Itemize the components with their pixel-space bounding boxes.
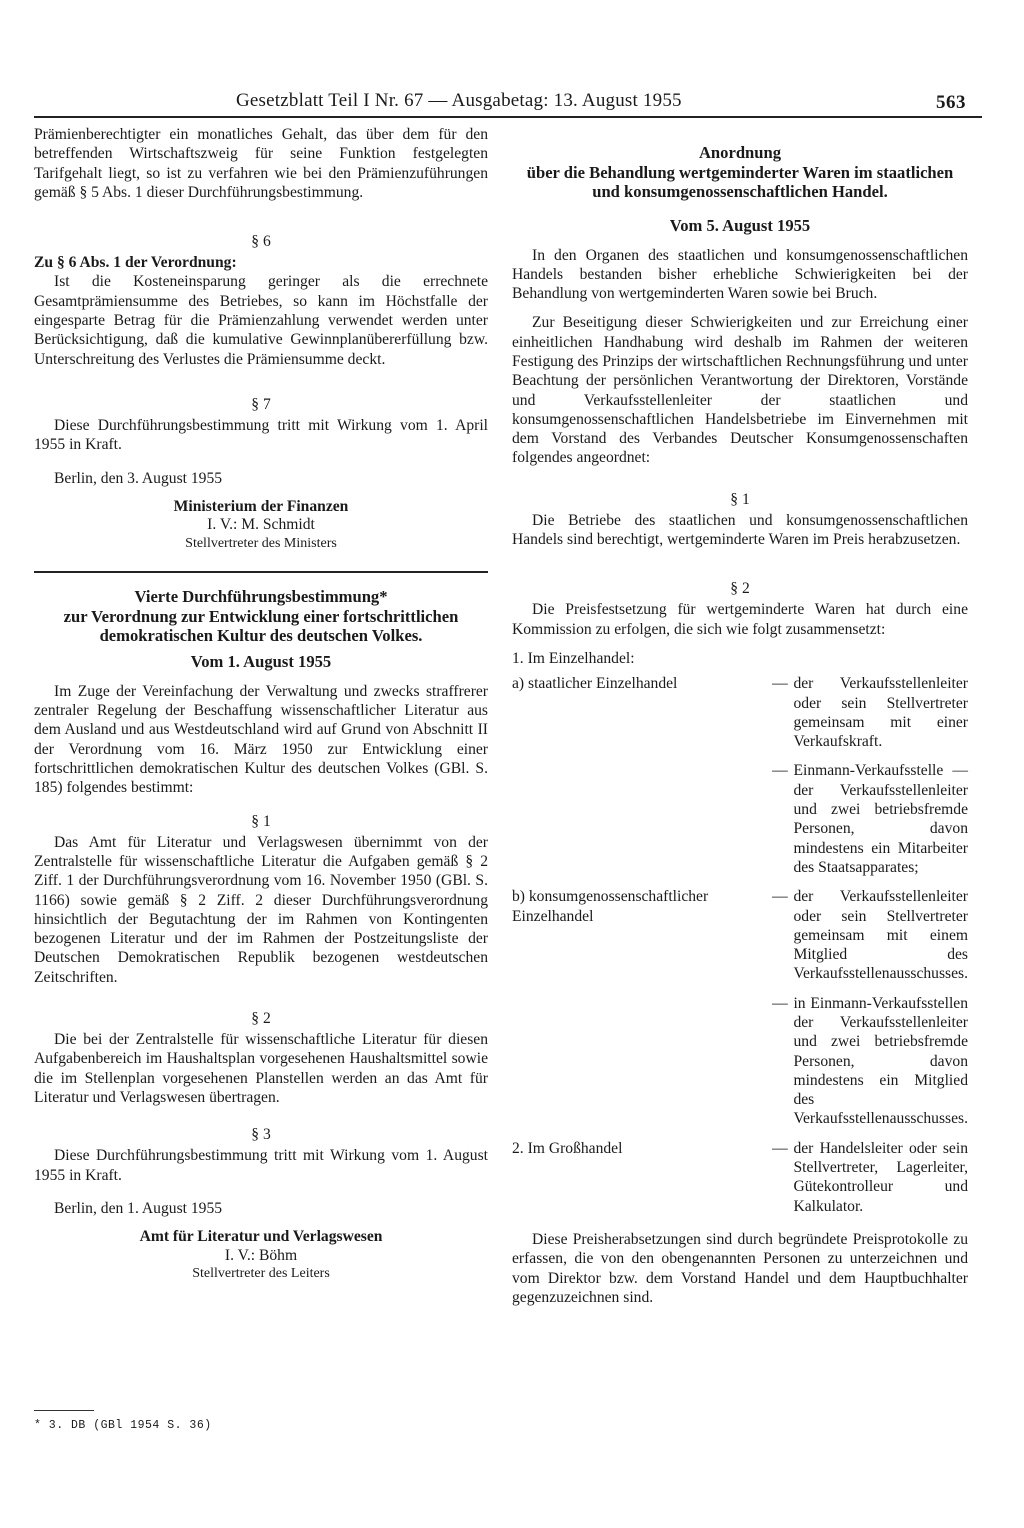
left-column xyxy=(34,125,488,1284)
section-7-text: Diese Durchführungsbestimmung tritt mit Wirkung vom 1. April 1955 in Kraft. xyxy=(34,416,488,454)
table-row xyxy=(512,761,968,877)
order-subtitle: über die Behandlung wertgeminderter Waren im staatlichen und konsumgenossenschaftlichen Handel. xyxy=(526,162,954,201)
running-header: Gesetzblatt Teil I Nr. 67 — Ausgabetag: 13. August 1955 xyxy=(236,90,682,111)
row-label: a) staatlicher Einzelhandel xyxy=(512,675,678,693)
order-section-1-text: Die Betriebe des staatlichen und konsumgenossenschaftlichen Handels sind berechtigt, wertgeminderte Waren im Preis herabzusetzen. xyxy=(512,511,968,549)
order-title: Anordnung xyxy=(698,143,782,162)
row-dash: — xyxy=(772,994,788,1012)
order-paragraph-1: In den Organen des staatlichen und konsumgenossenschaftlichen Handels bestanden bisher erhebliche Schwierigkeiten bei der Behandlung von wertgeminderten Waren sowie bei Bruch. xyxy=(512,246,968,303)
table-row xyxy=(512,1139,968,1216)
page-number: 563 xyxy=(936,92,966,113)
row-value: Einmann-Verkaufsstelle — der Verkaufsstellenleiter und zwei betriebsfremde Personen, davon mindestens ein Mitarbeiter des Staatsapparates; xyxy=(793,762,968,876)
row-dash: — xyxy=(772,675,788,693)
footnote-rule xyxy=(34,1410,94,1411)
row-dash: — xyxy=(772,888,788,906)
order-section-1-heading: § 1 xyxy=(730,490,750,508)
regulation-title: Vierte Durchführungsbestimmung* xyxy=(134,587,388,607)
signature-role-2: Stellvertreter des Leiters xyxy=(192,1266,330,1282)
order-section-2-text: Die Preisfestsetzung für wertgeminderte Waren hat durch eine Kommission zu erfolgen, die sich wie folgt zusammensetzt: xyxy=(512,601,968,638)
section-6-heading: § 6 xyxy=(251,233,271,251)
signature-name-2: I. V.: Böhm xyxy=(224,1246,298,1264)
regulation-section-1-heading: § 1 xyxy=(251,812,271,830)
table-row xyxy=(512,674,968,751)
place-date: Berlin, den 3. August 1955 xyxy=(54,469,223,487)
regulation-section-3-text: Diese Durchführungsbestimmung tritt mit Wirkung vom 1. August 1955 in Kraft. xyxy=(34,1147,488,1184)
row-label: 2. Im Großhandel xyxy=(512,1139,623,1157)
commission-table xyxy=(512,674,968,1216)
row-dash: — xyxy=(772,762,788,780)
order-section-2-heading: § 2 xyxy=(730,580,750,598)
section-6-note: Zu § 6 Abs. 1 der Verordnung: xyxy=(34,254,237,272)
regulation-section-2-text: Die bei der Zentralstelle für wissenschaftliche Literatur für diesen Aufgabenbereich im Haushaltsplan vorgesehenen Haushaltsmittel sowie die im Stellenplan vorgesehenen Planstellen werden an das Amt für Literatur und Verlagswesen übertragen. xyxy=(34,1031,488,1106)
row-dash: — xyxy=(772,1139,788,1157)
regulation-preamble: Im Zuge der Vereinfachung der Verwaltung und zwecks straffrerer zentraler Regelung der Beschaffung wissenschaftlicher Literatur aus dem Ausland und aus Westdeutschland wird auf Grund von Abschnitt II der Verordnung vom 16. März 1950 zur Entwicklung einer fortschrittlichen demokratischen Kultur des deutschen Volkes (GBl. S. 185) folgendes bestimmt: xyxy=(34,682,488,797)
table-row xyxy=(512,887,968,983)
regulation-subtitle: zur Verordnung zur Entwicklung einer fortschrittlichen demokratischen Kultur des deutschen Volkes. xyxy=(63,606,459,646)
table-row xyxy=(512,994,968,1129)
regulation-section-3-heading: § 3 xyxy=(251,1126,271,1144)
continuation-paragraph: Prämienberechtigter ein monatliches Gehalt, das über dem für den betreffenden Wirtschaftszweig für seine Funktion festgelegten Tarifgehalt liegt, so ist zu verfahren wie bei den Prämienzuführungen gemäß § 5 Abs. 1 dieser Durchführungsbestimmung. xyxy=(34,126,488,201)
signature-organization: Ministerium der Finanzen xyxy=(173,497,349,515)
right-column xyxy=(512,143,968,1307)
order-date: Vom 5. August 1955 xyxy=(669,215,811,235)
footnote: * 3. DB (GBl 1954 S. 36) xyxy=(34,1419,212,1432)
row-value: der Verkaufsstellenleiter oder sein Stellvertreter gemeinsam mit einem Mitglied des Verkaufsstellenausschusses. xyxy=(793,888,968,983)
row-value: der Verkaufsstellenleiter oder sein Stellvertreter gemeinsam mit einer Verkaufskraft. xyxy=(793,675,968,751)
closing-paragraph: Diese Preisherabsetzungen sind durch begründete Preisprotokolle zu erfassen, die von den obengenannten Personen zu unterzeichnen und vom Direktor bzw. dem Vorstand Handel und dem Hauptbuchhalter gegenzuzeichnen sind. xyxy=(512,1230,968,1306)
regulation-section-2-heading: § 2 xyxy=(251,1010,271,1028)
section-6-text: Ist die Kosteneinsparung geringer als die errechnete Gesamtprämiensumme des Betriebes, so kann im Höchstfalle der eingesparte Betrag für die Prämienzahlung verwendet werden unter Berücksichtigung, daß die kumulative Gewinnplanübererfüllung bzw. Unterschreitung des Verlustes die Prämiensumme deckt. xyxy=(34,273,488,368)
row-value: der Handelsleiter oder sein Stellvertreter, Lagerleiter, Gütekontrolleur und Kalkulator. xyxy=(793,1139,968,1215)
signature-organization-2: Amt für Literatur und Verlagswesen xyxy=(139,1228,383,1246)
regulation-section-1-text: Das Amt für Literatur und Verlagswesen übernimmt von der Zentralstelle für wissenschaftliche Literatur die Aufgaben gemäß § 2 Ziff. 1 der Durchführungsverordnung vom 16. November 1950 (GBl. S. 1166) sowie gemäß § 2 Ziff. 2 dieser Durchführungsverordnung hinsichtlich der Begutachtung der im Rahmen von Kontingenten bezogenen Literatur und der im Rahmen der Postzeitungsliste der Deutschen Demokratischen Republik bezogenen westdeutschen Zeitschriften. xyxy=(34,833,488,986)
section-7-heading: § 7 xyxy=(251,395,271,413)
signature-role: Stellvertreter des Ministers xyxy=(185,535,337,551)
row-value: in Einmann-Verkaufsstellen der Verkaufsstellenleiter und zwei betriebsfremde Personen, davon mindestens ein Mitglied des Verkaufsstellenausschusses. xyxy=(793,994,968,1128)
header-rule xyxy=(34,116,982,118)
list-item-1-heading: 1. Im Einzelhandel: xyxy=(512,649,635,667)
signature-name: I. V.: M. Schmidt xyxy=(207,516,315,534)
order-paragraph-2: Zur Beseitigung dieser Schwierigkeiten und zur Erreichung einer einheitlichen Handhabung wird deshalb im Rahmen der weiteren Festigung des Prinzips der wirtschaftlichen Rechnungsführung und unter Beachtung der persönlichen Verantwortung der Direktoren, Vorstände und Verkaufsstellenleiter der staatlichen und konsumgenossenschaftlichen Handelsbetriebe im Einvernehmen mit dem Vorstand des Verbandes Deutscher Konsumgenossenschaften folgendes angeordnet: xyxy=(512,314,968,467)
place-date-2: Berlin, den 1. August 1955 xyxy=(54,1199,223,1217)
row-label: b) konsumgenossenschaftlicher Einzelhandel xyxy=(512,888,709,925)
regulation-date: Vom 1. August 1955 xyxy=(190,651,332,671)
